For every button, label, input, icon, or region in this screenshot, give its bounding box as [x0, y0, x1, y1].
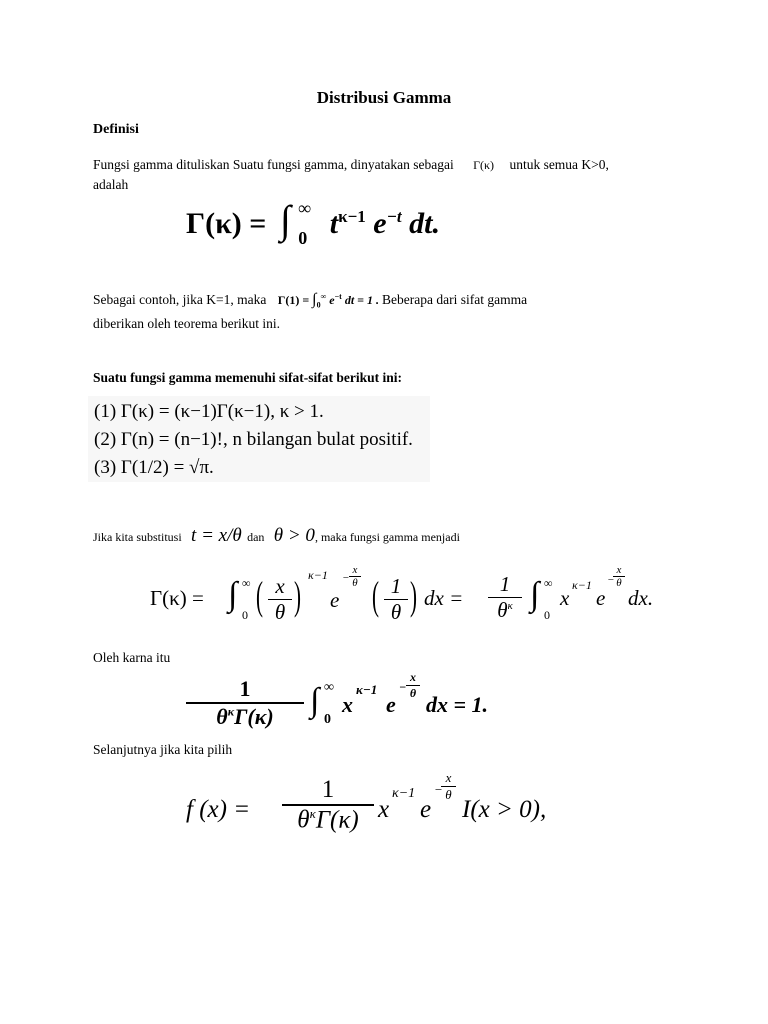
example-text-a: Sebagai contoh, jika K=1, maka [93, 292, 267, 307]
eq2-exponent-1: κ−1 [308, 568, 328, 582]
eq4-fraction [282, 776, 374, 834]
eq2-exp-minus-2: − [607, 574, 615, 586]
inline-gamma-kappa: Γ(κ) [473, 158, 495, 172]
eq2-left-paren-2: ( [372, 572, 379, 619]
definition-paragraph [93, 155, 713, 194]
inline-tail: dt = 1 . [344, 293, 379, 307]
property-1: (1) Γ(κ) = (κ−1)Γ(κ−1), κ > 1. [94, 401, 324, 422]
eq2-e-2: e [596, 586, 606, 610]
substitution-t-eq: t = x/θ [191, 525, 242, 546]
eq4-e: e [420, 796, 432, 823]
eq2-frac-den: θ [268, 599, 292, 625]
gamma-pdf-equation [186, 770, 606, 844]
eq4-indicator: I(x > 0), [462, 796, 547, 823]
eq2-lower-limit: 0 [242, 608, 248, 622]
property-2: (2) Γ(n) = (n−1)!, n bilangan bulat positif. [94, 429, 413, 450]
eq4-exp-num: x [445, 770, 452, 785]
eq3-exp-fraction [406, 670, 420, 701]
eq2-one-over-theta [384, 574, 408, 625]
eq2-right-paren-2: ) [410, 572, 417, 619]
substitution-text-a: Jika kita substitusi [93, 530, 182, 544]
eq1-upper-limit: ∞ [298, 198, 312, 219]
inline-upper-limit: ∞ [320, 292, 327, 301]
eq2-frac2-den: θ [384, 599, 408, 625]
eq2-frac2-num: 1 [390, 574, 402, 598]
eq2-left-paren-1: ( [256, 572, 263, 619]
eq1-t-exponent: κ−1 [338, 207, 366, 226]
inline-eq-lhs: Γ(1) = [277, 293, 310, 307]
inline-lower-limit: 0 [316, 300, 321, 310]
eq2-x-exponent: κ−1 [572, 578, 592, 592]
eq1-e-exponent: −t [386, 207, 402, 226]
eq2-integral-sign: ∫ [228, 576, 238, 613]
eq3-num: 1 [239, 676, 251, 701]
eq4-exp-fraction [441, 770, 456, 803]
eq2-e: e [330, 588, 340, 612]
example-text-c: diberikan oleh teorema berikut ini. [93, 316, 281, 332]
inline-e-exponent: −t [334, 292, 342, 301]
eq1-dt: dt. [409, 207, 440, 240]
eq3-tail: dx = 1. [426, 692, 489, 717]
eq3-den-gamma: Γ(κ) [234, 704, 274, 729]
eq4-num: 1 [321, 776, 335, 803]
normalization-equation [186, 670, 606, 736]
eq2-integral-sign-2: ∫ [530, 576, 540, 613]
definition-text-b: untuk semua K>0, [509, 157, 609, 172]
eq4-den-gamma: Γ(κ) [315, 806, 359, 834]
inline-integral-sign: ∫ [312, 291, 317, 308]
eq4-den-theta: θ [297, 806, 310, 834]
example-text-b: Beberapa dari sifat gamma [382, 292, 528, 307]
eq3-e: e [386, 692, 396, 717]
eq3-lower-limit: 0 [324, 712, 331, 727]
eq2-lhs: Γ(κ) = [150, 586, 204, 610]
inline-e: e [329, 293, 335, 307]
substitution-paragraph [93, 526, 713, 547]
eq3-den-theta: θ [216, 704, 228, 729]
gamma-definition-equation [186, 196, 440, 249]
substitution-theta-positive: θ > 0 [273, 525, 315, 546]
eq2-upper-limit-2: ∞ [544, 576, 553, 590]
eq2-dx-equals: dx = [424, 586, 464, 610]
eq2-lower-limit-2: 0 [544, 608, 550, 622]
example-paragraph [93, 287, 713, 333]
eq2-x: x [560, 586, 570, 610]
eq2-one-over-theta-kappa [488, 572, 522, 623]
eq2-exp-fraction-2 [613, 564, 625, 589]
eq2-exp3-num: x [616, 564, 622, 576]
eq4-den-exp: κ [309, 806, 316, 821]
substitution-text-b: dan [247, 530, 265, 544]
eq4-x: x [378, 796, 390, 823]
substitution-text-c: , maka fungsi gamma menjadi [314, 530, 460, 544]
inline-gamma-one-equation [277, 291, 382, 310]
eq2-exp-den: θ [349, 576, 361, 589]
eq3-x-exponent: κ−1 [356, 682, 378, 697]
properties-heading: Suatu fungsi gamma memenuhi sifat-sifat berikut ini: [93, 370, 403, 385]
eq2-upper-limit: ∞ [242, 576, 251, 590]
definisi-heading: Definisi [93, 122, 139, 137]
property-3: (3) Γ(1/2) = √π. [94, 457, 214, 478]
substituted-gamma-equation [150, 564, 670, 628]
eq3-exp-den: θ [406, 685, 420, 701]
eq4-exp-minus: − [434, 782, 443, 797]
page-title: Distribusi Gamma [316, 88, 452, 107]
eq2-frac3-den-exp: κ [507, 600, 513, 612]
properties-block [88, 396, 430, 482]
eq1-e: e [373, 207, 387, 240]
eq2-exp-fraction [349, 564, 361, 589]
eq1-t: t [329, 207, 339, 240]
eq4-x-exponent: κ−1 [392, 786, 416, 801]
eq2-exp-num: x [352, 564, 358, 576]
eq1-lhs: Γ(κ) = [186, 207, 267, 240]
eq2-frac-num: x [275, 574, 285, 598]
eq3-upper-limit: ∞ [324, 680, 334, 695]
eq4-exp-den: θ [441, 786, 456, 803]
eq3-fraction [186, 676, 304, 730]
eq2-frac3-num: 1 [499, 572, 511, 596]
eq3-x: x [342, 692, 353, 717]
therefore-text: Oleh karna itu [93, 650, 171, 665]
next-text: Selanjutnya jika kita pilih [93, 742, 233, 757]
eq2-x-over-theta [268, 574, 292, 625]
eq3-exp-num: x [410, 670, 416, 684]
eq4-lhs: f (x) = [186, 796, 251, 823]
eq1-lower-limit: 0 [298, 228, 308, 249]
eq3-exp-minus: − [399, 680, 407, 694]
definition-text-a: Fungsi gamma dituliskan Suatu fungsi gamma, dinyatakan sebagai [93, 157, 454, 172]
definition-text-c: adalah [93, 177, 129, 192]
eq2-right-paren-1: ) [294, 572, 301, 619]
eq2-exp-minus: − [342, 572, 350, 584]
eq1-integral-sign: ∫ [279, 197, 291, 242]
eq2-exp3-den: θ [613, 576, 625, 589]
eq3-integral-sign: ∫ [310, 682, 320, 719]
eq3-den-exp: κ [227, 704, 235, 719]
eq2-tail: dx. [628, 586, 654, 610]
eq2-frac3-den: θ [497, 598, 508, 622]
